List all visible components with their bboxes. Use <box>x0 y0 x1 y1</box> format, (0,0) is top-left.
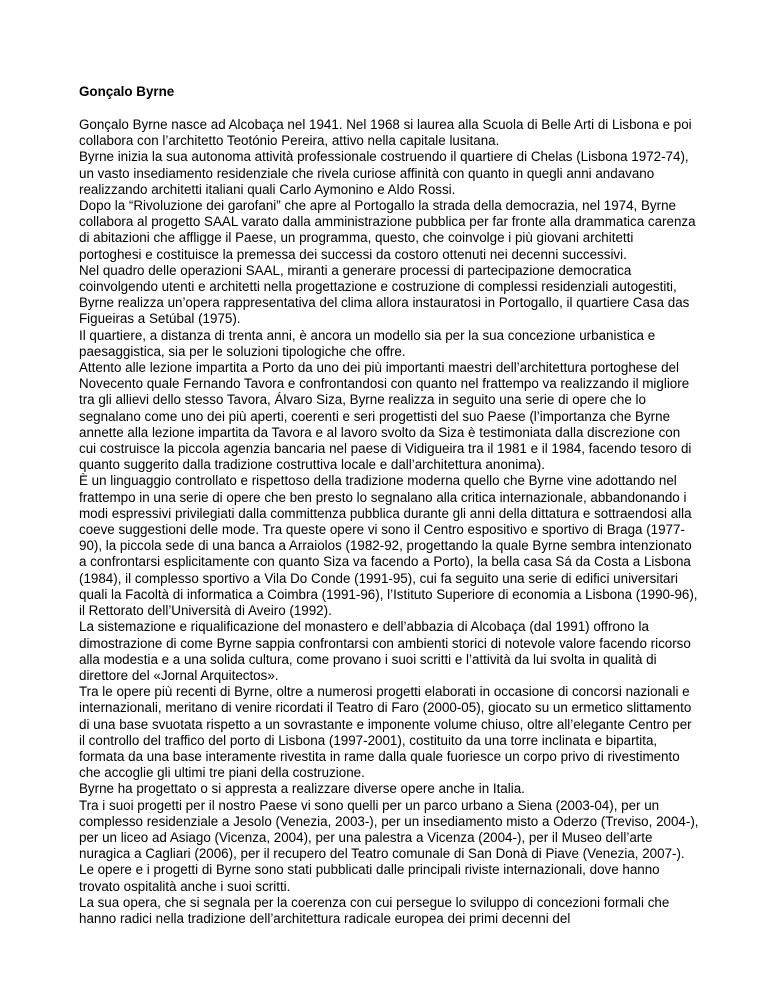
paragraph-12: Le opere e i progetti di Byrne sono stati pubblicati dalle principali riviste internazionali, dove hanno trovato ospitalità anche i suoi scritti. <box>79 862 660 894</box>
paragraph-8: La sistemazione e riqualificazione del monastero e dell’abbazia di Alcobaça (dal 1991) offrono la dimostrazione di come Byrne sappia confrontarsi con ambienti storici di notevole valore facendo ricorso alla modestia e a una solida cultura, come provano i suoi scritti e l’attività da lui svolta in qualità di direttore del «Jornal Arquitectos». <box>79 619 691 683</box>
paragraph-13: La sua opera, che si segnala per la coerenza con cui persegue lo sviluppo di concezioni formali che hanno radici nella tradizione dell’architettura radicale europea dei primi decenni del <box>79 894 670 926</box>
paragraph-7: È un linguaggio controllato e rispettoso della tradizione moderna quello che Byrne vine adottando nel frattempo in una serie di opere che ben presto lo segnalano alla critica internazionale, abbandonando i modi espressivi privilegiati dalla committenza pubblica durante gli anni della dittatura e sottraendosi alla coeve suggestioni delle mode. Tra queste opere vi sono il Centro espositivo e sportivo di Braga (1977-90), la piccola sede di una banca a Arraiolos (1982-92, progettando la quale Byrne sembra intenzionato a confrontarsi esplicitamente con quanto Siza va facendo a Porto), la bella casa Sá da Costa a Lisbona (1984), il complesso sportivo a Vila Do Conde (1991-95), cui fa seguito una serie di edifici universitari quali la Facoltà di informatica a Coimbra (1991-96), l’Istituto Superiore di economia a Lisbona (1990-96), il Rettorato dell’Università di Aveiro (1992). <box>79 473 698 619</box>
document-page <box>79 84 699 927</box>
paragraph-6: Attento alle lezione impartita a Porto da uno dei più importanti maestri dell’architettura portoghese del Novecento quale Fernando Tavora e confrontandosi con quanto nel frattempo va realizzando il migliore tra gli allievi dello stesso Tavora, Álvaro Siza, Byrne realizza in seguito una serie di opere che lo segnalano come uno dei più aperti, coerenti e seri progettisti del suo Paese (l’importanza che Byrne annette alla lezione impartita da Tavora e al lavoro svolto da Siza è testimoniata dalla discrezione con cui costruisce la piccola agenzia bancaria nel paese di Vidigueira tra il 1981 e il 1984, facendo tesoro di quanto suggerito dalla tradizione costruttiva locale e dall’architettura anonima). <box>79 360 692 473</box>
paragraph-4: Nel quadro delle operazioni SAAL, miranti a generare processi di partecipazione democratica coinvolgendo utenti e architetti nella progettazione e costruzione di complessi residenziali autogestiti, Byrne realizza un’opera rappresentativa del clima allora instauratosi in Portogallo, il quartiere Casa das Figueiras a Setúbal (1975). <box>79 262 690 327</box>
paragraph-1: Gonçalo Byrne nasce ad Alcobaça nel 1941. Nel 1968 si laurea alla Scuola di Belle Arti di Lisbona e poi collabora con l’architetto Teotónio Pereira, attivo nella capitale lusitana. <box>79 117 692 149</box>
paragraph-11: Tra i suoi progetti per il nostro Paese vi sono quelli per un parco urbano a Siena (2003-04), per un complesso residenziale a Jesolo (Venezia, 2003-), per un insediamento misto a Oderzo (Treviso, 2004-), per un liceo ad Asiago (Vicenza, 2004), per una palestra a Vicenza (2004-), per il Museo dell’arte nuragica a Cagliari (2006), per il recupero del Teatro comunale di San Donà di Piave (Venezia, 2007-). <box>79 797 699 862</box>
paragraph-10: Byrne ha progettato o si appresta a realizzare diverse opere anche in Italia. <box>79 781 525 797</box>
document-title: Gonçalo Byrne <box>79 84 175 99</box>
paragraph-2: Byrne inizia la sua autonoma attività professionale costruendo il quartiere di Chelas (Lisbona 1972-74), un vasto insediamento residenziale che rivela curiose affinità con quanto in quegli anni andavano realizzando architetti italiani quali Carlo Aymonino e Aldo Rossi. <box>79 149 689 197</box>
paragraph-9: Tra le opere più recenti di Byrne, oltre a numerosi progetti elaborati in occasione di concorsi nazionali e internazionali, meritano di venire ricordati il Teatro di Faro (2000-05), giocato su un ermetico slittamento di una base svuotata rispetto a un sovrastante e imponente volume chiuso, oltre all’elegante Centro per il controllo del traffico del porto di Lisbona (1997-2001), costituito da una torre inclinata e bipartita, formata da una base interamente rivestita in rame dalla quale fuoriesce un corpo privo di rivestimento che accoglie gli ultimi tre piani della costruzione. <box>79 684 692 781</box>
paragraph-5: Il quartiere, a distanza di trenta anni, è ancora un modello sia per la sua concezione urbanistica e paesaggistica, sia per le soluzioni tipologiche che offre. <box>79 327 656 359</box>
paragraph-3: Dopo la “Rivoluzione dei garofani” che apre al Portogallo la strada della democrazia, nel 1974, Byrne collabora al progetto SAAL varato dalla amministrazione pubblica per far fronte alla drammatica carenza di abitazioni che affligge il Paese, un programma, questo, che coinvolge i più giovani architetti portoghesi e costituisce la premessa dei successi da costoro ottenuti nei decenni successivi. <box>79 198 696 262</box>
